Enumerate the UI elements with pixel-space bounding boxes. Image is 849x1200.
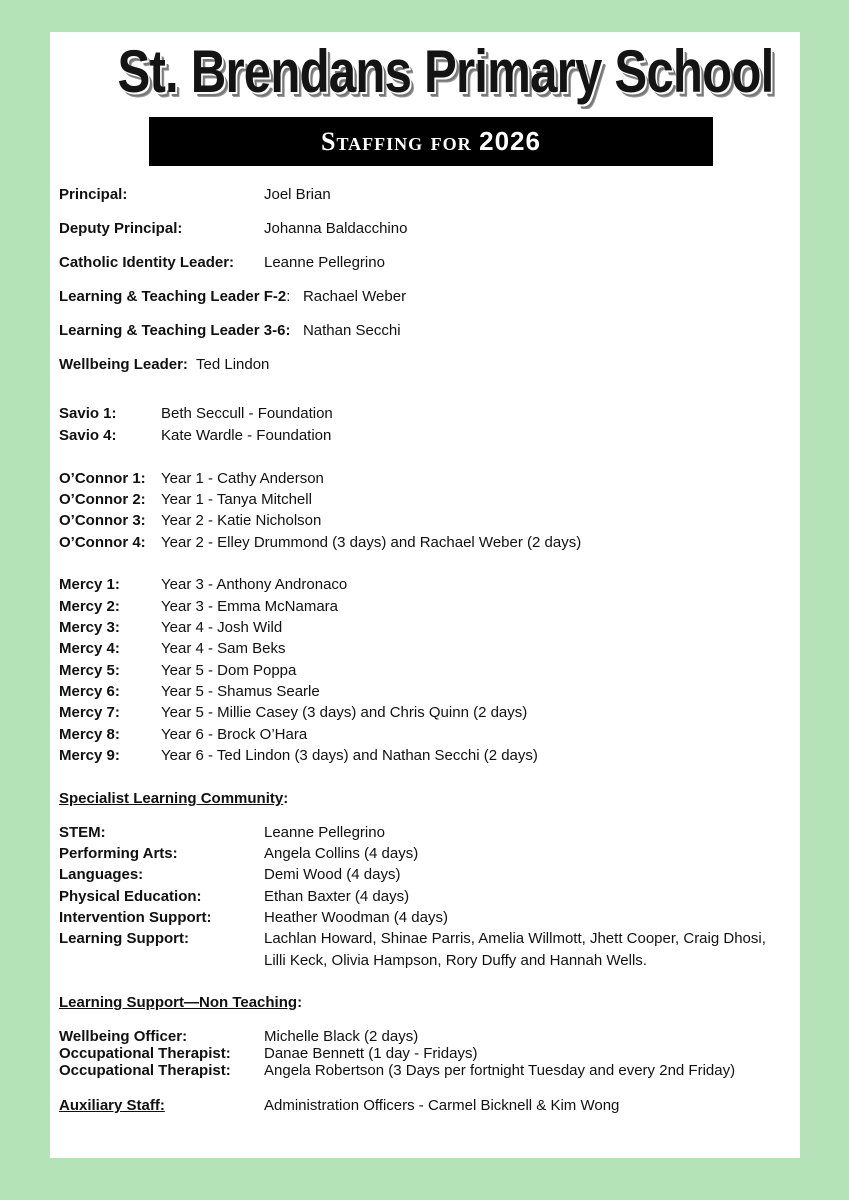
class-row: [59, 404, 333, 424]
non-teaching-row: [59, 1028, 419, 1046]
class-value: Year 5 - Millie Casey (3 days) and Chris Quinn (2 days): [161, 704, 528, 721]
specialist-label: Learning Support:: [59, 930, 189, 947]
specialist-value: Ethan Baxter (4 days): [264, 888, 410, 905]
non-teaching-row: [59, 1045, 478, 1063]
principal-name: Joel Brian: [264, 186, 331, 203]
non-teaching-value: Michelle Black (2 days): [264, 1028, 419, 1045]
specialist-label: Languages:: [59, 866, 144, 883]
learning-support-line2: Lilli Keck, Olivia Hampson, Rory Duffy and Hannah Wells.: [264, 952, 647, 969]
specialist-label: Physical Education:: [59, 888, 202, 905]
specialist-label: STEM:: [59, 824, 106, 841]
class-value: Year 1 - Cathy Anderson: [161, 470, 324, 487]
lt-36-name: Nathan Secchi: [302, 322, 401, 339]
specialist-row: [59, 844, 419, 864]
class-label: Mercy 5:: [59, 662, 120, 679]
class-label: Mercy 3:: [59, 619, 120, 636]
deputy-name: Johanna Baldacchino: [264, 220, 408, 237]
specialist-label: Intervention Support:: [59, 909, 212, 926]
catholic-identity-row: [59, 253, 385, 273]
class-row: [59, 511, 322, 531]
lt-36-row: [59, 321, 401, 341]
class-label: Mercy 4:: [59, 640, 120, 657]
non-teaching-value: Angela Robertson (3 Days per fortnight Tuesday and every 2nd Friday): [264, 1062, 736, 1079]
non-teaching-label: Occupational Therapist:: [59, 1062, 231, 1079]
class-label: Mercy 6:: [59, 683, 120, 700]
banner-prefix: Staffing for: [321, 127, 472, 156]
non-teaching-heading-colon: :: [297, 994, 303, 1011]
document-page: [50, 32, 800, 1158]
class-value: Kate Wardle - Foundation: [161, 427, 332, 444]
banner-year: 2026: [479, 126, 541, 156]
specialist-row: [59, 865, 401, 885]
class-row: [59, 426, 332, 446]
class-row: [59, 703, 528, 723]
class-label: Savio 1:: [59, 405, 117, 422]
class-label: Mercy 8:: [59, 726, 120, 743]
wellbeing-leader-label: Wellbeing Leader:: [59, 356, 188, 373]
lt-f2-name: Rachael Weber: [302, 288, 407, 305]
catholic-identity-label: Catholic Identity Leader:: [59, 254, 235, 271]
class-value: Year 4 - Sam Beks: [161, 640, 286, 657]
auxiliary-row: [59, 1096, 620, 1116]
non-teaching-row: [59, 1062, 736, 1080]
class-row: [59, 661, 297, 681]
specialist-value: Leanne Pellegrino: [264, 824, 385, 841]
specialist-value: Demi Wood (4 days): [264, 866, 401, 883]
lt-36-label: Learning & Teaching Leader 3-6:: [59, 322, 291, 339]
specialist-row: [59, 908, 448, 928]
class-row: [59, 682, 320, 702]
class-value: Year 2 - Katie Nicholson: [161, 512, 322, 529]
class-value: Year 3 - Emma McNamara: [161, 598, 338, 615]
specialist-value: Angela Collins (4 days): [264, 845, 419, 862]
non-teaching-heading-text: Learning Support—Non Teaching: [59, 994, 298, 1011]
non-teaching-label: Wellbeing Officer:: [59, 1028, 188, 1045]
class-label: Mercy 7:: [59, 704, 120, 721]
specialist-value: Heather Woodman (4 days): [264, 909, 448, 926]
class-row: [59, 725, 308, 745]
class-row: [59, 639, 286, 659]
class-label: Mercy 9:: [59, 747, 120, 764]
lt-f2-colon: :: [286, 288, 291, 305]
class-value: Year 5 - Dom Poppa: [161, 662, 297, 679]
class-row: [59, 746, 538, 766]
class-value: Year 1 - Tanya Mitchell: [161, 491, 312, 508]
wellbeing-leader-name: Ted Lindon: [196, 356, 270, 373]
non-teaching-heading: [59, 993, 302, 1013]
class-value: Year 6 - Ted Lindon (3 days) and Nathan Secchi (2 days): [161, 747, 538, 764]
deputy-label: Deputy Principal:: [59, 220, 183, 237]
class-label: Mercy 2:: [59, 598, 120, 615]
school-name-title: St. Brendans Primary School: [117, 38, 774, 105]
specialist-row: [59, 823, 385, 843]
auxiliary-label: Auxiliary Staff:: [59, 1097, 165, 1114]
class-label: O’Connor 1:: [59, 470, 146, 487]
specialist-label: Performing Arts:: [59, 845, 178, 862]
class-value: Year 4 - Josh Wild: [161, 619, 283, 636]
class-label: O’Connor 3:: [59, 512, 146, 529]
class-value: Year 3 - Anthony Andronaco: [161, 576, 348, 593]
class-row: [59, 597, 338, 617]
class-value: Year 5 - Shamus Searle: [161, 683, 320, 700]
class-row: [59, 618, 283, 638]
principal-row: [59, 185, 331, 205]
class-row: [59, 469, 324, 489]
principal-label: Principal:: [59, 186, 128, 203]
class-row: [59, 490, 312, 510]
class-label: Savio 4:: [59, 427, 117, 444]
class-value: Beth Seccull - Foundation: [161, 405, 333, 422]
specialist-value: Lachlan Howard, Shinae Parris, Amelia Willmott, Jhett Cooper, Craig Dhosi,: [264, 930, 766, 947]
specialist-row: [59, 887, 410, 907]
class-label: Mercy 1:: [59, 576, 120, 593]
specialist-heading-colon: :: [283, 790, 289, 807]
class-row: [59, 575, 348, 595]
non-teaching-label: Occupational Therapist:: [59, 1045, 231, 1062]
auxiliary-value: Administration Officers - Carmel Bicknell & Kim Wong: [264, 1097, 620, 1114]
specialist-heading: [59, 789, 288, 809]
wellbeing-leader-row: [59, 355, 269, 375]
class-label: O’Connor 4:: [59, 534, 146, 551]
deputy-row: [59, 219, 408, 239]
non-teaching-value: Danae Bennett (1 day - Fridays): [264, 1045, 478, 1062]
specialist-heading-text: Specialist Learning Community: [59, 790, 284, 807]
lt-f2-row: [59, 287, 406, 307]
class-row: [59, 533, 582, 553]
staffing-banner: [149, 117, 713, 166]
class-value: Year 6 - Brock O’Hara: [161, 726, 308, 743]
specialist-row: [59, 929, 766, 949]
class-label: O’Connor 2:: [59, 491, 146, 508]
class-value: Year 2 - Elley Drummond (3 days) and Rachael Weber (2 days): [161, 534, 582, 551]
catholic-identity-name: Leanne Pellegrino: [264, 254, 385, 271]
lt-f2-label: Learning & Teaching Leader F-2: [59, 288, 287, 305]
